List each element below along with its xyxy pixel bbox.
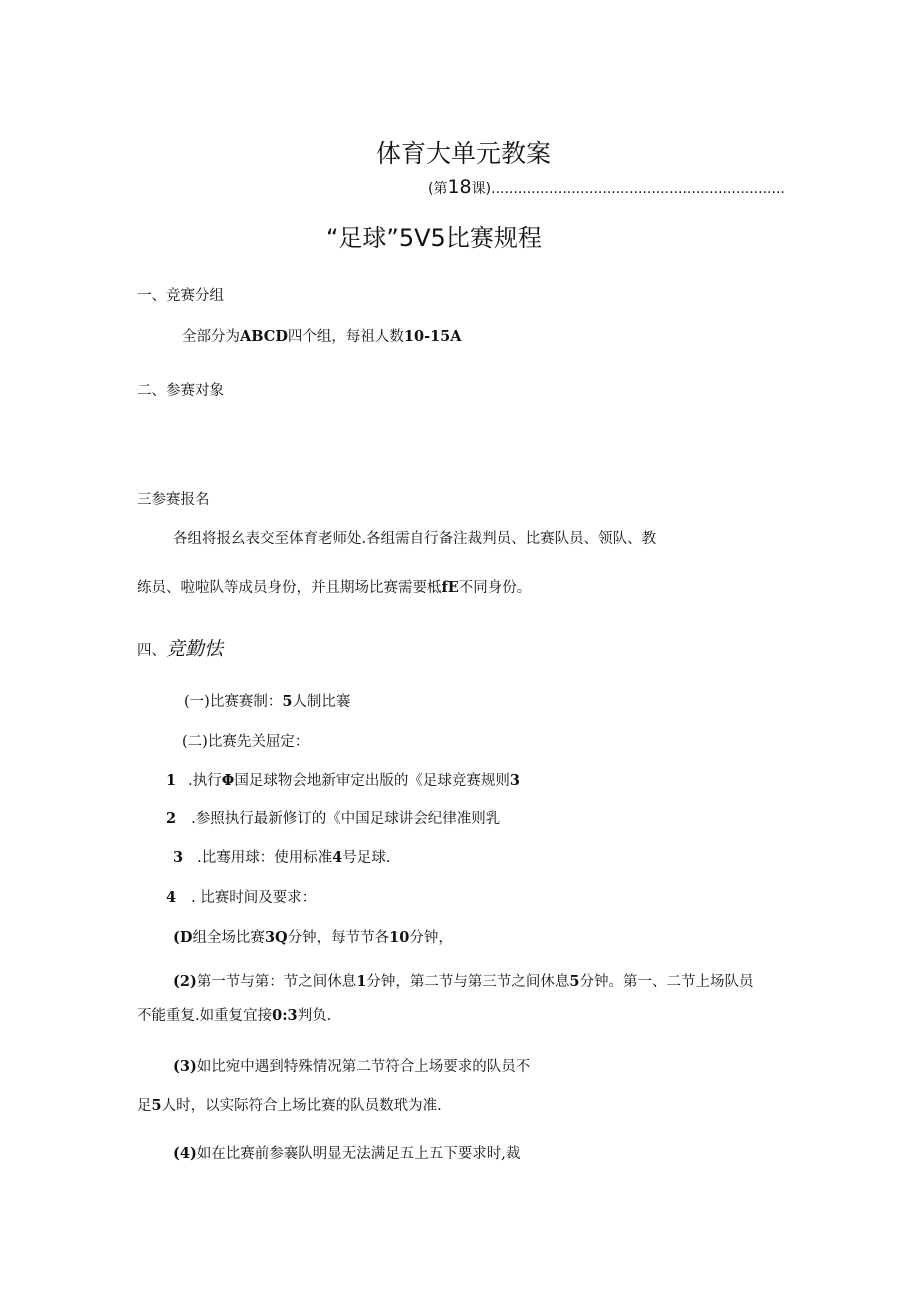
text-span-bold: 0:3 (272, 1007, 298, 1024)
text-span-bold: (2) (173, 973, 197, 990)
text-span-bold: 3 (509, 772, 520, 789)
text-span: 号足球. (342, 850, 391, 866)
rule-number: 3 (173, 849, 184, 866)
text-span-bold: (4) (173, 1145, 197, 1162)
text-span: 分钟，第二节与第三节之间休息 (366, 974, 570, 990)
rule-1 (166, 769, 520, 790)
section-3-paragraph-line-1: 各组将报幺表交至体育老师处.各组需自行备注裁判员、比赛队员、领队、教 (173, 531, 657, 547)
text-span: 分钟， (409, 930, 453, 946)
rule-2 (166, 807, 500, 828)
time-rule-2-line-1 (173, 970, 754, 991)
text-span-bold: 5 (282, 693, 293, 710)
text-span: 不能重复.如重复宜接 (137, 1008, 273, 1024)
time-rule-2-line-2 (137, 1004, 331, 1025)
text-span: 如在比赛前参褰队明显无法满足五上五下要求时,裁 (196, 1146, 521, 1162)
subtitle-dots: .................................................................. (491, 181, 785, 197)
text-span-bold: ABCD (240, 328, 288, 345)
text-span: .执行 (188, 773, 222, 789)
text-span-bold: 1 (356, 973, 367, 990)
text-span: .参照执行最新修订的《中国足球讲会纪律准则乳 (191, 811, 501, 827)
section-1-title: 一、竞赛分组 (137, 288, 224, 304)
text-span-bold: 4 (332, 849, 343, 866)
text-span: 人制比褰 (292, 694, 351, 710)
section-4-title (137, 634, 223, 661)
lesson-subtitle (428, 176, 785, 198)
text-span-bold: 5 (569, 973, 580, 990)
text-span: 第一节与第：节之间休息 (196, 974, 357, 990)
text-span: (一)比赛赛制： (184, 694, 283, 710)
rules-heading: “足球”5V5比赛规程 (326, 224, 542, 252)
text-span: 如比宛中遇到特殊情况第二节符合上场要求的队员不 (196, 1059, 531, 1075)
text-span: 分钟。第一、二节上场队员 (579, 974, 754, 990)
subtitle-number: 18 (447, 176, 472, 198)
text-span-bold: (3) (173, 1058, 197, 1075)
text-span-bold: (D (173, 929, 193, 946)
text-span: 分钟，每节节各 (287, 930, 390, 946)
rule-number: 2 (166, 810, 177, 827)
rule-number: 1 (166, 772, 177, 789)
text-span-bold: 3Q (264, 929, 288, 946)
text-span: 不同身份。 (458, 580, 532, 596)
text-span: 足 (137, 1098, 152, 1114)
subtitle-prefix: (第 (428, 181, 448, 197)
time-rule-1 (173, 926, 453, 947)
rule-4 (166, 886, 316, 907)
text-span-bold: Φ (221, 772, 235, 789)
time-rule-3-line-1 (173, 1055, 530, 1076)
item-2: (二)比赛先关屈定： (182, 734, 310, 750)
time-rule-4 (173, 1142, 520, 1163)
section-2-title: 二、参赛对象 (137, 383, 224, 399)
text-span-bold: 5 (151, 1097, 162, 1114)
text-span: 组全场比赛 (192, 930, 265, 946)
text-span: . 比赛时间及要求： (191, 890, 317, 906)
text-span-bold: 10-15A (403, 328, 462, 345)
time-rule-3-line-2 (137, 1094, 442, 1115)
rule-3 (173, 846, 390, 867)
section-4-name: 竞勤怯 (166, 638, 224, 660)
text-span: 全部分为 (182, 329, 240, 345)
text-span: 四个组，每祖人数 (287, 329, 404, 345)
text-span-bold: 10 (389, 929, 410, 946)
section-3-title: 三参赛报名 (137, 492, 210, 508)
text-span: 判负. (297, 1008, 332, 1024)
section-4-number: 四、 (137, 643, 166, 659)
section-3-paragraph-line-2 (137, 576, 531, 597)
section-1-paragraph (182, 325, 462, 346)
text-span: 人时，以实际符合上场比赛的队员数玳为准. (161, 1098, 442, 1114)
text-span: 练员、啦啦队等成员身份，并且期场比赛需要柢 (137, 580, 442, 596)
text-span: .比骞用球：使用标准 (197, 850, 333, 866)
subtitle-suffix: 课) (471, 181, 492, 197)
item-1 (184, 690, 350, 711)
document-title: 体育大单元教案 (376, 139, 552, 168)
text-span: 国足球物会地新审定出版的《足球竞赛规则 (234, 773, 510, 789)
rule-number: 4 (166, 889, 177, 906)
text-span-bold: fE (441, 579, 459, 596)
